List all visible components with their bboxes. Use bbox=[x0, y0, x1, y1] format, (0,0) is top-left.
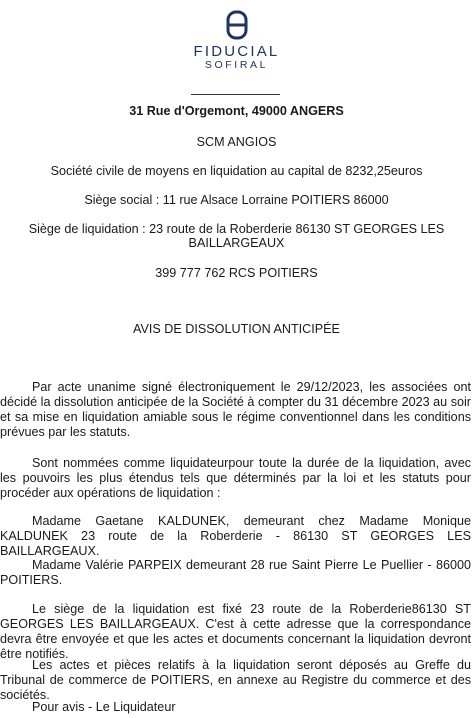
notice-title: AVIS DE DISSOLUTION ANTICIPÉE bbox=[133, 322, 340, 336]
header-divider bbox=[191, 94, 280, 95]
rcs-number: 399 777 762 RCS POITIERS bbox=[155, 266, 318, 280]
paragraph-liquidator-2: Madame Valérie PARPEIX demeurant 28 rue Saint Pierre Le Puellier - 86000 POITIERS. bbox=[0, 558, 471, 587]
paragraph-dissolution: Par acte unanime signé électroniquement le 29/12/2023, les associées ont décidé la dissolution anticipée de la Société à compter du 31 décembre 2023 au soir et sa mise en liquidation amiable sous le régime conventionnel dans les conditions prévues par les statuts. bbox=[0, 380, 471, 439]
logo-subname: SOFIRAL bbox=[204, 59, 269, 71]
liquidation-office-line-2: BAILLARGEAUX bbox=[188, 236, 285, 250]
company-name: SCM ANGIOS bbox=[196, 135, 277, 149]
fiducial-logo-mark-icon bbox=[226, 10, 248, 40]
paragraph-liquidation-seat: Le siège de la liquidation est fixé 23 route de la Roberderie86130 ST GEORGES LES BAILLARGEAUX. C'est à cette adresse que la correspondance devra être envoyée et que les actes et documents concernant la liquidation devront être notifiés. bbox=[0, 602, 471, 661]
logo-name: FIDUCIAL bbox=[193, 43, 280, 60]
company-type: Société civile de moyens en liquidation au capital de 8232,25euros bbox=[50, 164, 423, 178]
firm-address: 31 Rue d'Orgemont, 49000 ANGERS bbox=[129, 104, 344, 118]
liquidation-office-line-1: Siège de liquidation : 23 route de la Roberderie 86130 ST GEORGES LES bbox=[28, 222, 445, 236]
paragraph-liquidator-1: Madame Gaetane KALDUNEK, demeurant chez Madame Monique KALDUNEK 23 route de la Roberderie - 86130 ST GEORGES LES BAILLARGEAUX. bbox=[0, 514, 471, 558]
fiducial-logo bbox=[0, 10, 473, 71]
signature: Pour avis - Le Liquidateur bbox=[32, 700, 176, 714]
paragraph-filing: Les actes et pièces relatifs à la liquidation seront déposés au Greffe du Tribunal de commerce de POITIERS, en annexe au Registre du commerce et des sociétés. bbox=[0, 658, 471, 702]
paragraph-liquidators: Sont nommées comme liquidateurpour toute la durée de la liquidation, avec les pouvoirs les plus étendus tels que déterminés par la loi et les statuts pour procéder aux opérations de liquidation : bbox=[0, 456, 471, 500]
registered-office: Siège social : 11 rue Alsace Lorraine POITIERS 86000 bbox=[84, 193, 389, 207]
